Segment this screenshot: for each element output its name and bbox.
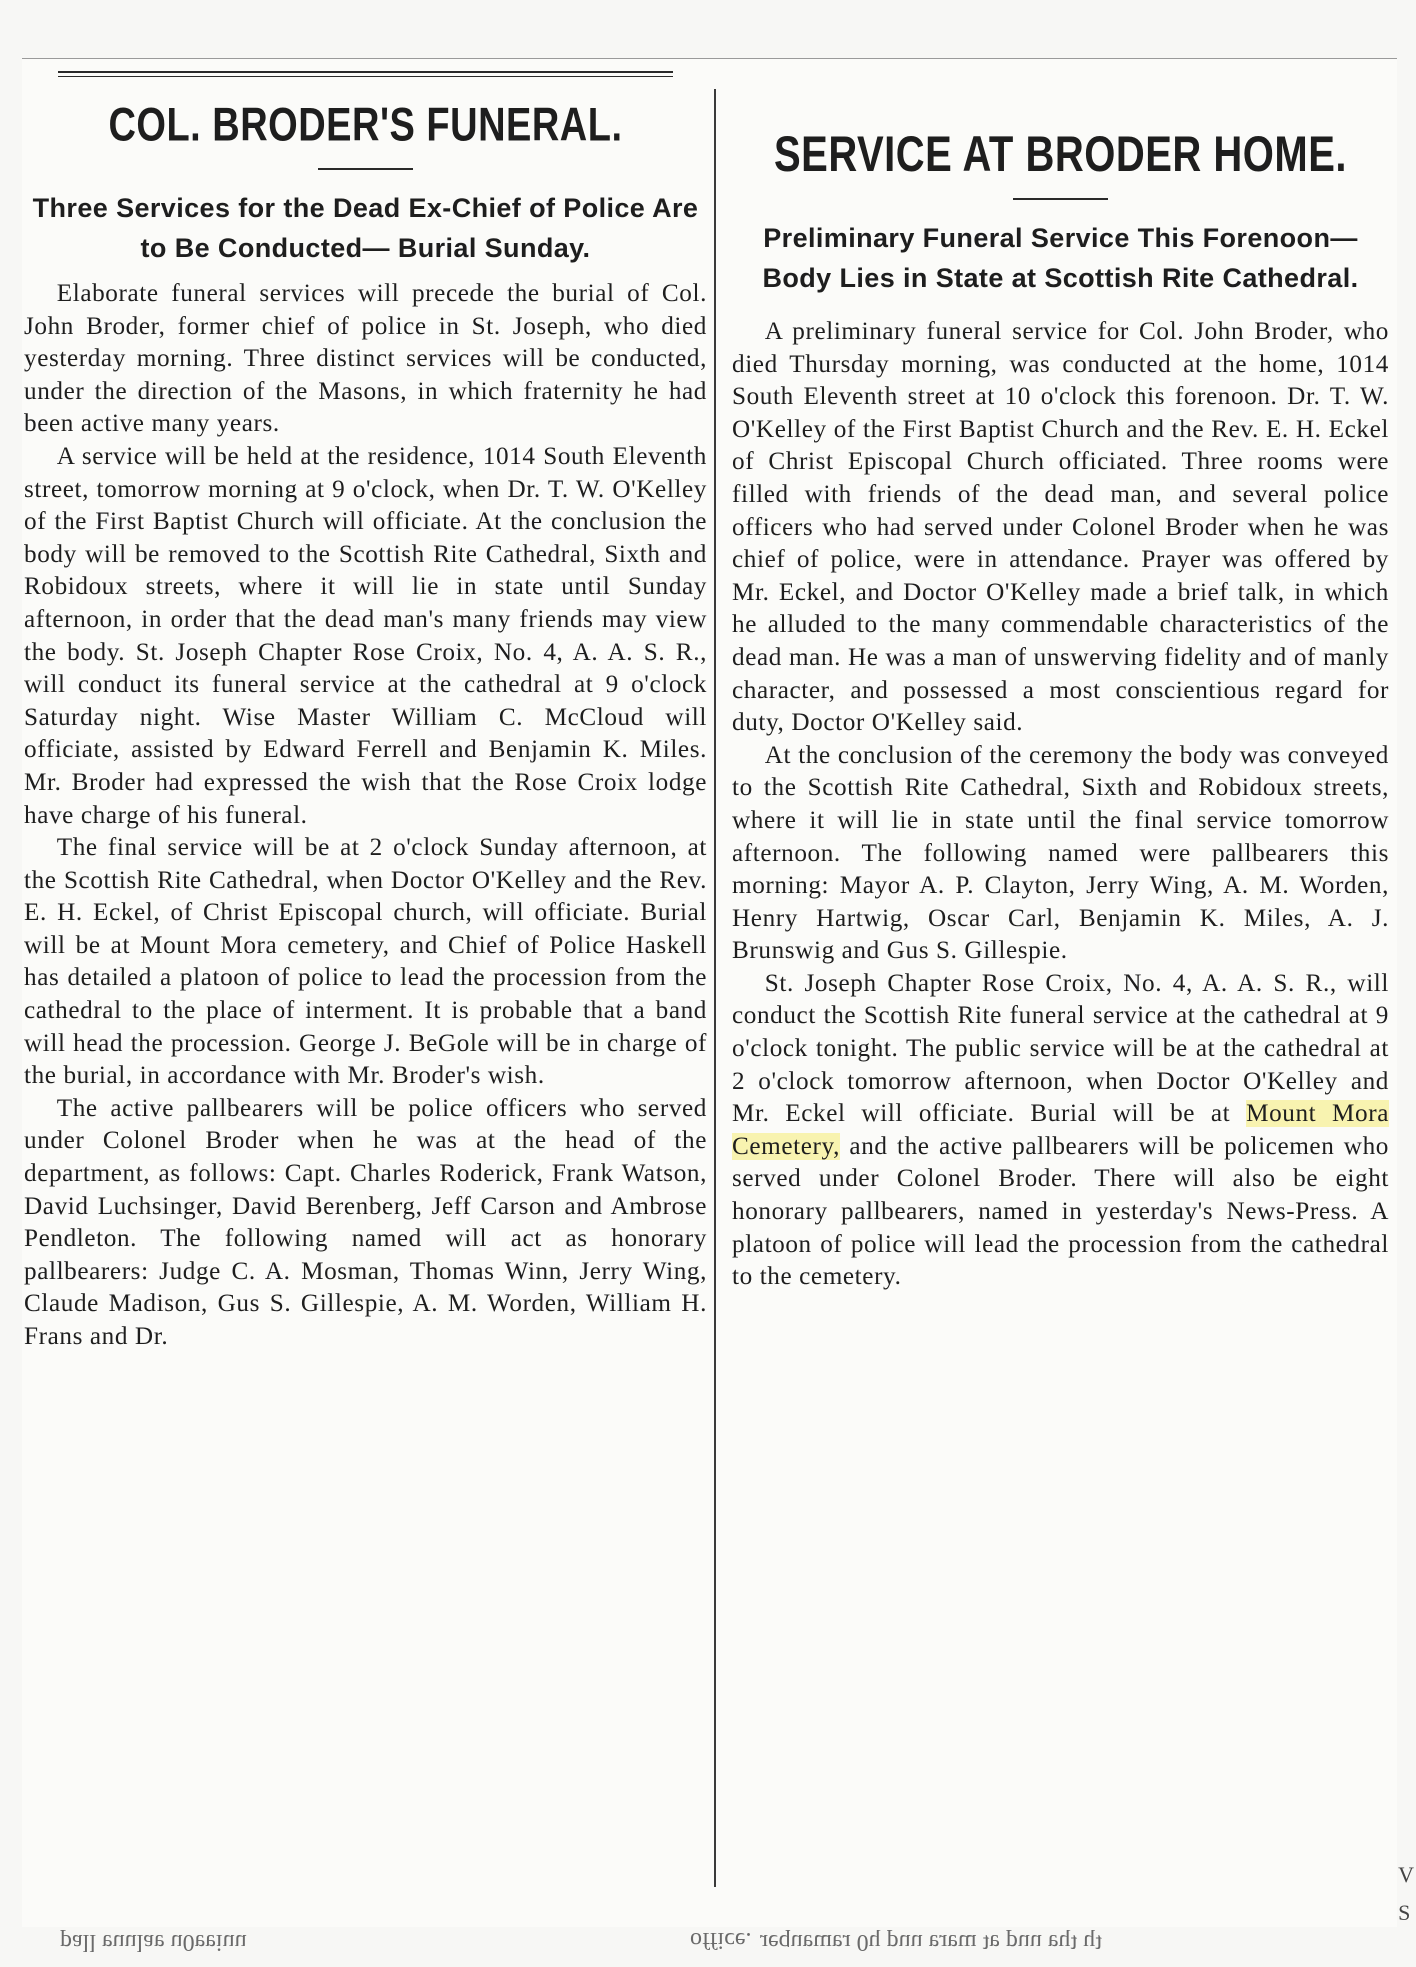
newspaper-clipping xyxy=(22,58,1397,1927)
left-paragraph: Elaborate funeral services will precede the burial of Col. John Broder, former chief of police in St. Joseph, who died yesterday morning. Three distinct services will be conducted, under the direction of the Masons, in which fraternity he had been active many years. xyxy=(24,280,707,438)
right-article xyxy=(714,59,1397,1927)
right-headline: SERVICE AT BRODER HOME. xyxy=(773,127,1348,182)
edge-glyph: V xyxy=(1398,1862,1414,1887)
headline-rule xyxy=(1013,198,1108,200)
left-paragraph: The final service will be at 2 o'clock Sunday afternoon, at the Scottish Rite Cathedral, when Doctor O'Kelley and the Rev. E. H. Eckel, of Christ Episcopal church, will officiate. Burial will be at Mount Mora cemetery, and Chief of Police Haskell has detailed a platoon of police to lead the procession from the cathedral to the place of interment. It is probable that a band will head the procession. George J. BeGole will be in charge of the burial, in accordance with Mr. Broder's wish. xyxy=(24,834,707,1090)
bleed-through-text: pall ɐuulaɐ u0ɐɐiuu xyxy=(60,1929,247,1955)
top-rule xyxy=(58,71,673,77)
right-paragraph: A preliminary funeral service for Col. John Broder, who died Thursday morning, was conducted at the home, 1014 South Eleventh street at 10 o'clock this forenoon. Dr. T. W. O'Kelley of the First Baptist Church and the Rev. E. H. Eckel of Christ Episcopal Church officiated. Three rooms were filled with friends of the dead man, and several police officers who had served under Colonel Broder when he was chief of police, were in attendance. Prayer was offered by Mr. Eckel, and Doctor O'Kelley made a brief talk, in which he alluded to the many commendable characteristics of the dead man. He was a man of unswerving fidelity and of manly character, and possessed a most conscientious regard for duty, Doctor O'Kelley said. xyxy=(732,318,1389,737)
bleed-through-text: office. xyxy=(690,1927,752,1953)
left-headline: COL. BRODER'S FUNERAL. xyxy=(108,99,623,152)
left-paragraph: The active pallbearers will be police officers who served under Colonel Broder when he was at the head of the department, as follows: Capt. Charles Roderick, Frank Watson, David Luchsinger, David Berenberg, Jeff Carson and Ambrose Pendleton. The following named will act as honorary pallbearers: Judge C. A. Mosman, Thomas Winn, Jerry Wing, Claude Madison, Gus S. Gillespie, A. M. Worden, William H. Frans and Dr. xyxy=(24,1094,707,1350)
headline-rule xyxy=(318,168,413,170)
left-deck: Three Services for the Dead Ex-Chief of Police Are to Be Conducted— Burial Sunday. xyxy=(32,193,699,263)
right-paragraph-last xyxy=(732,968,1389,1294)
edge-glyphs xyxy=(1398,1856,1414,1932)
left-paragraph: A service will be held at the residence, 1014 South Eleventh street, tomorrow morning at 9 o'clock, when Dr. T. W. O'Kelley of the First Baptist Church will officiate. At the conclusion the body will be removed to the Scottish Rite Cathedral, Sixth and Robidoux streets, where it will lie in state until Sunday afternoon, in order that the dead man's many friends may view the body. St. Joseph Chapter Rose Croix, No. 4, A. A. S. R., will conduct its funeral service at the cathedral at 9 o'clock Saturday night. Wise Master William C. McCloud will officiate, assisted by Edward Ferrell and Benjamin K. Miles. Mr. Broder had expressed the wish that the Rose Croix lodge have charge of his funeral. xyxy=(24,442,707,829)
right-paragraph: At the conclusion of the ceremony the body was conveyed to the Scottish Rite Cathedral, Sixth and Robidoux streets, where it will lie in state until the final service tomorrow afternoon. The following named were pallbearers this morning: Mayor A. P. Clayton, Jerry Wing, A. M. Worden, Henry Hartwig, Oscar Carl, Benjamin K. Miles, A. J. Brunswig and Gus S. Gillespie. xyxy=(732,741,1389,965)
right-deck: Preliminary Funeral Service This Forenoon—Body Lies in State at Scottish Rite Cathedral. xyxy=(762,223,1359,293)
bleed-through-strip xyxy=(0,1920,1416,1967)
text-after-highlight: and the active pallbearers will be policemen who served under Colonel Broder. There will also be eight honorary pallbearers, named in yesterday's News-Press. A platoon of police will lead the procession from the cathedral to the cemetery. xyxy=(732,1132,1389,1291)
edge-glyph: S xyxy=(1398,1900,1411,1925)
text-before-highlight: St. Joseph Chapter Rose Croix, No. 4, A. A. S. R., will conduct the Scottish Rite funeral service at the cathedral at 9 o'clock tonight. The public service will be at the cathedral at 2 o'clock tomorrow afternoon, when Doctor O'Kelley and Mr. Eckel will officiate. Burial will be at xyxy=(732,969,1389,1128)
highlighted-text: Mount Mora Cemetery, xyxy=(732,1100,1390,1160)
left-article xyxy=(22,59,715,1927)
bleed-through-text: ɹequɐɯɐɹ 0ɥ puu ɐɹɐɯ ʇɐ puu ɐɥʇ ɥʇ xyxy=(760,1929,1102,1955)
